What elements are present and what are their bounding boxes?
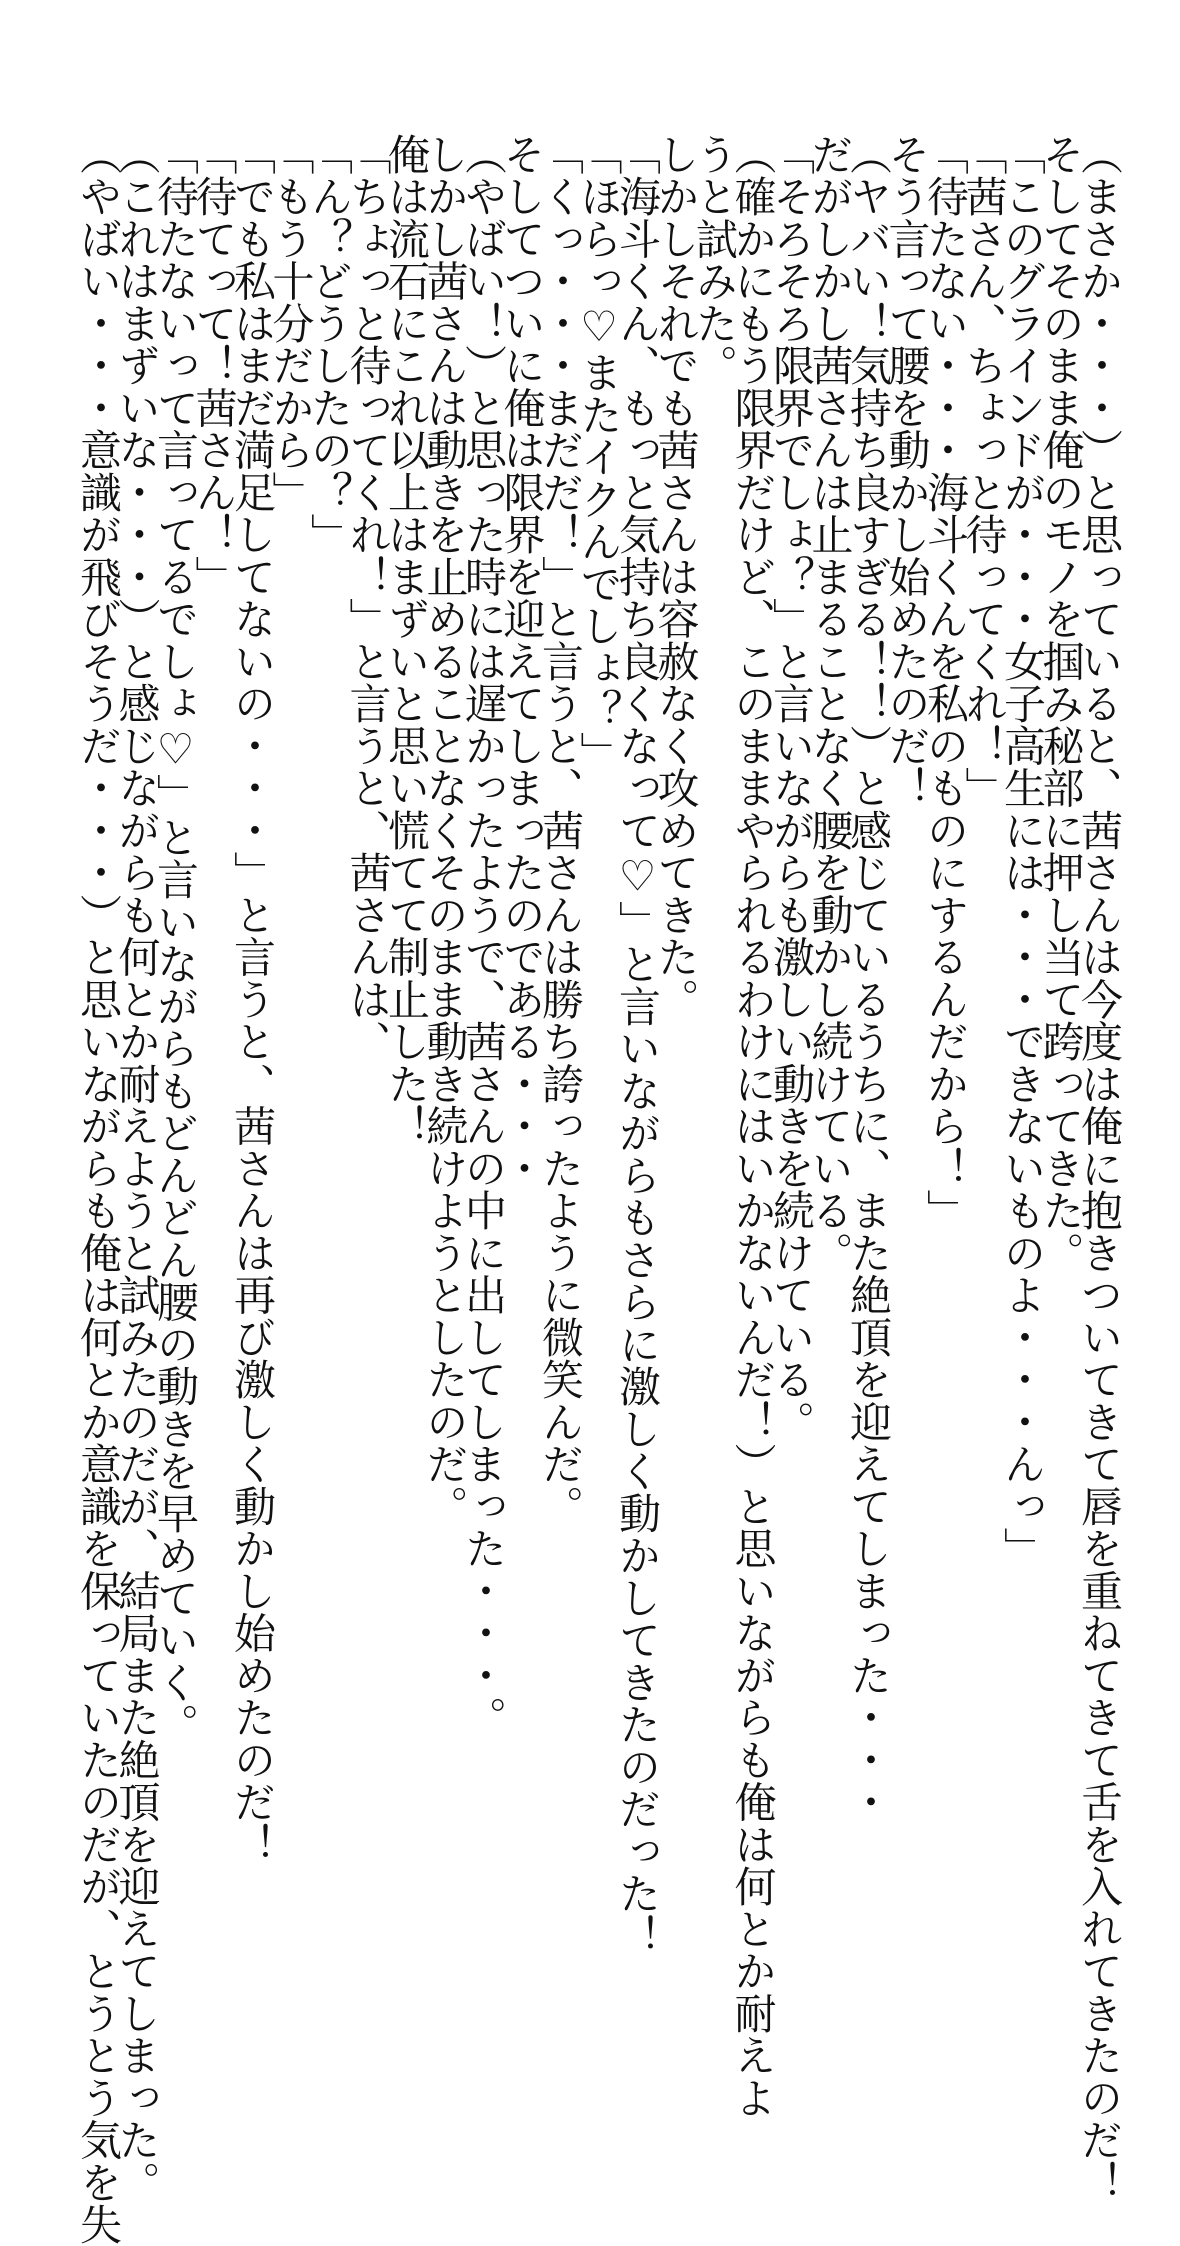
- text-line: そう言って腰を動かし始めたのだ！: [882, 133, 932, 809]
- text-line: （まさか・・・）と思っていると、茜さんは今度は俺に抱きついてきて唇を重ねてきて舌を入れてきたのだ！: [1075, 133, 1124, 2204]
- text-line: 「ちょっと待ってくれ！」と言うと、茜さんは、: [343, 133, 393, 1063]
- text-line: （ヤバい！気持ち良すぎる！！）と感じているうちに、また絶頂を迎えてしまった・・・: [844, 133, 893, 1823]
- text-line: そしてそのまま俺のモノを掴み秘部に押し当て跨ってきた。: [1036, 133, 1086, 1274]
- text-line: しかしそれでも茜さんは容赦なく攻めてきた。: [651, 133, 701, 1021]
- text-line: そしてついに俺は限界を迎えてしまったのである・・・: [497, 133, 547, 1190]
- text-line: （やばい・・・意識が飛びそうだ・・・）と思いながらも俺は何とか意識を保っていたのだが、とうとう気を失: [74, 133, 123, 2246]
- text-line: 「茜さん、ちょっと待ってくれ！」: [959, 133, 1009, 809]
- text-line: 「海斗くん、もっと気持ち良くなって♡」と言いながらもさらに激しく動かしてきたのだった！: [613, 133, 662, 1957]
- text-line: 「待てって！茜さん！」: [189, 133, 239, 598]
- text-line: 「でも私はまだ満足してないの・・・」と言うと、茜さんは再び激しく動かし始めたのだ！: [228, 133, 277, 1866]
- text-line: 「待たない・・・海斗くんを私のものにするんだから！」: [921, 133, 970, 1232]
- text-line: （これはまずいな・・・）と感じながらも何とか耐えようと試みたのだが、結局また絶頂を迎えてしまった。: [112, 133, 162, 2204]
- text-line: 「このグラインドが・・・女子高生には・・・できないものよ・・・んっ」: [998, 133, 1047, 1570]
- text-line: （やばい！）と思った時には遅かったようで、茜さんの中に出してしまった・・・。: [459, 133, 508, 1739]
- text-line: しかし茜さんは動きを止めることなくそのまま動き続けようとしたのだ。: [420, 133, 470, 1528]
- text-line: うと試みた。: [690, 133, 739, 387]
- text-line: 俺は流石にこれ以上はまずいと思い慌てて制止した！: [382, 133, 431, 1147]
- text-line: だがしかし茜さんは止まることなく腰を動かし続けている。: [805, 133, 855, 1274]
- text-line: 「くっ・・・まだだ！」と言うと、茜さんは勝ち誇ったように微笑んだ。: [536, 133, 585, 1528]
- vertical-text-body: [74, 133, 1124, 2246]
- text-line: （確かにもう限界だけど、このままやられるわけにはいかないんだ！）と思いながらも俺は何とか耐えよ: [728, 133, 778, 2119]
- text-line: 「ん？どうしたの？」: [305, 133, 354, 556]
- text-line: 「待たないって言ってるでしょ♡」と言いながらもどんどん腰の動きを早めていく。: [151, 133, 200, 1746]
- text-line: 「ほらっ♡またイクんでしょ？」: [574, 133, 624, 774]
- text-line: 「もう十分だから」: [266, 133, 316, 514]
- text-line: 「そろそろ限界でしょ？」と言いながらも激しい動きを続けている。: [767, 133, 816, 1443]
